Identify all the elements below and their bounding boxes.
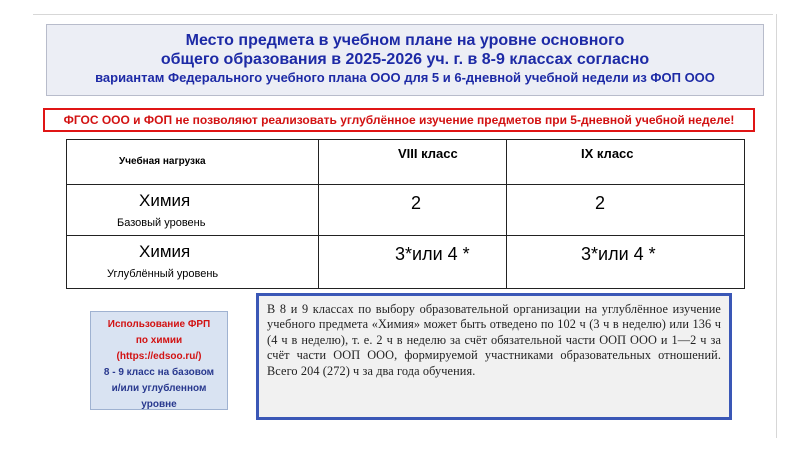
table-row	[67, 185, 745, 236]
subject-cell	[67, 236, 319, 289]
frp-note-line-6: уровне	[141, 399, 177, 410]
subject-name: Химия	[139, 191, 191, 210]
warning-banner: ФГОС ООО и ФОП не позволяют реализовать углублённое изучение предметов при 5-дневной учебной неделе!	[43, 108, 755, 132]
title-line-2: общего образования в 2025-2026 уч. г. в 8-9 классах согласно	[160, 51, 650, 68]
hours-grade-9: 2	[507, 185, 745, 236]
hours-grade-8: 3*или 4 *	[319, 236, 507, 289]
frp-note-line-2: по химии	[135, 335, 183, 346]
frame-right-line	[776, 14, 777, 438]
header-grade-8: VIII класс	[319, 140, 507, 185]
frame-top-line	[33, 14, 773, 15]
hours-grade-8: 2	[319, 185, 507, 236]
frp-note-line-1: Использование ФРП	[107, 319, 211, 330]
subject-name: Химия	[139, 242, 191, 261]
table-header-row	[67, 140, 745, 185]
slide-title	[46, 24, 764, 96]
frp-note-line-5: и/или углубленном	[111, 383, 207, 394]
subject-cell	[67, 185, 319, 236]
regulation-quote: В 8 и 9 классах по выбору образовательной организации на углублённое изучение учебного предмета «Химия» может быть отведено по 102 ч (3 ч в неделю) или 136 ч (4 ч в неделю), т. е. 2 ч в неделю за счёт обязательной части ООП ООО и 1—2 ч за счёт части ООП ООО, формируемой участниками образовательных отношений. Всего 204 (272) ч за два года обучения.	[256, 293, 732, 420]
header-grade-9: IX класс	[507, 140, 745, 185]
frp-note	[90, 311, 228, 410]
hours-grade-9: 3*или 4 *	[507, 236, 745, 289]
frp-note-line-4: 8 - 9 класс на базовом	[103, 367, 215, 378]
title-line-3: вариантам Федерального учебного плана ООО для 5 и 6-дневной учебной недели из ФОП ООО	[95, 70, 715, 85]
frp-note-link[interactable]: (https://edsoo.ru/)	[116, 351, 202, 362]
subject-level: Углублённый уровень	[107, 268, 219, 280]
subject-level: Базовый уровень	[117, 217, 206, 229]
title-line-1: Место предмета в учебном плане на уровне основного	[185, 32, 625, 49]
study-load-table	[66, 139, 745, 289]
header-load: Учебная нагрузка	[67, 140, 319, 185]
table-row	[67, 236, 745, 289]
